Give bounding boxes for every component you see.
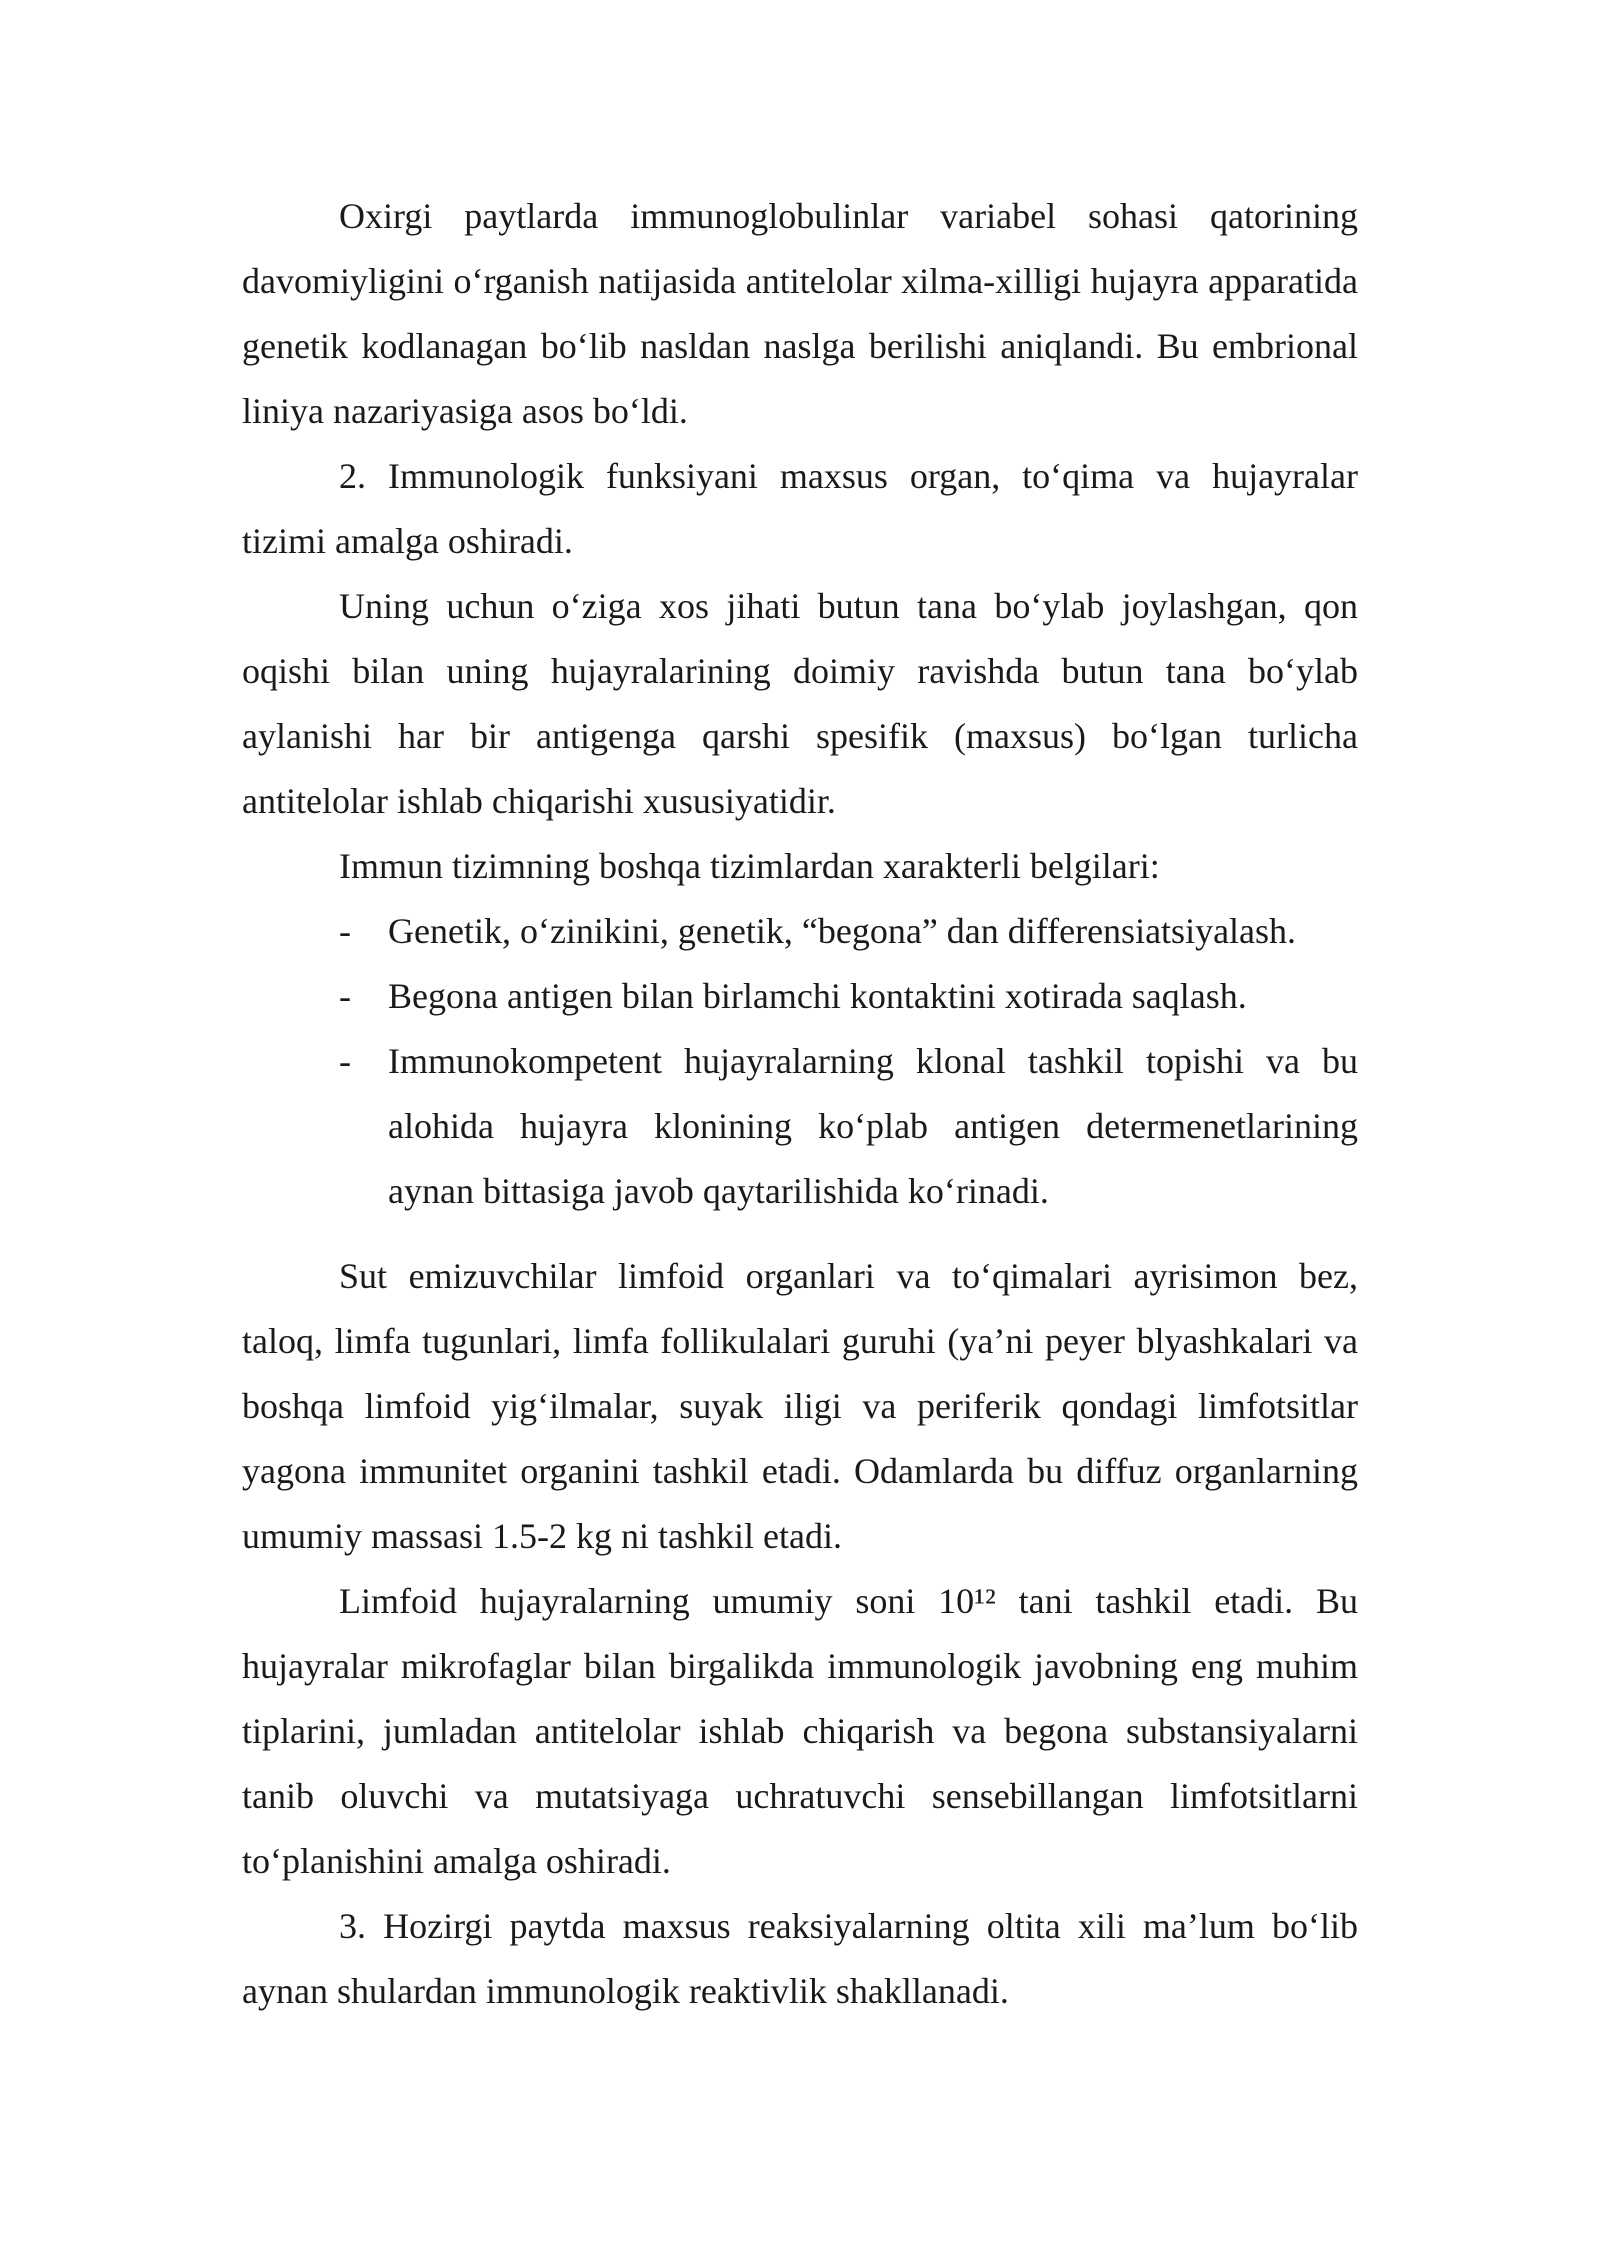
list-item xyxy=(242,899,1358,964)
paragraph-1: Oxirgi paytlarda immunoglobulinlar variabel sohasi qatorining davomiyligini o‘rganish natijasida antitelolar xilma-xilligi hujayra apparatida genetik kodlanagan bo‘lib nasldan naslga berilishi aniqlandi. Bu embrional liniya nazariyasiga asos bo‘ldi. xyxy=(242,196,1358,431)
bullet-dash: - xyxy=(339,976,351,1016)
bullet-dash: - xyxy=(339,911,351,951)
spacer xyxy=(242,1224,1358,1244)
document-body xyxy=(242,184,1358,2024)
paragraph-2: 2. Immunologik funksiyani maxsus organ, to‘qima va hujayralar tizimi amalga oshiradi. xyxy=(242,456,1358,561)
list-item xyxy=(242,964,1358,1029)
list-item-text: Immunokompetent hujayralarning klonal tashkil topishi va bu alohida hujayra klonining ko‘plab antigen determenetlarining aynan bittasiga javob qaytarilishida ko‘rinadi. xyxy=(388,1041,1358,1211)
paragraph-7: 3. Hozirgi paytda maxsus reaksiyalarning oltita xili ma’lum bo‘lib aynan shulardan immunologik reaktivlik shakllanadi. xyxy=(242,1906,1358,2011)
features-list xyxy=(242,899,1358,1224)
list-item-text: Begona antigen bilan birlamchi kontaktini xotirada saqlash. xyxy=(388,976,1247,1016)
paragraph-3: Uning uchun o‘ziga xos jihati butun tana bo‘ylab joylashgan, qon oqishi bilan uning hujayralarining doimiy ravishda butun tana bo‘ylab aylanishi har bir antigenga qarshi spesifik (maxsus) bo‘lgan turlicha antitelolar ishlab chiqarishi xususiyatidir. xyxy=(242,586,1358,821)
paragraph-5: Sut emizuvchilar limfoid organlari va to‘qimalari ayrisimon bez, taloq, limfa tugunlari, limfa follikulalari guruhi (ya’ni peyer blyashkalari va boshqa limfoid yig‘ilmalar, suyak iligi va periferik qondagi limfotsitlar yagona immunitet organini tashkil etadi. Odamlarda bu diffuz organlarning umumiy massasi 1.5-2 kg ni tashkil etadi. xyxy=(242,1256,1358,1556)
list-item xyxy=(242,1029,1358,1224)
paragraph-6: Limfoid hujayralarning umumiy soni 10¹² tani tashkil etadi. Bu hujayralar mikrofaglar bilan birgalikda immunologik javobning eng muhim tiplarini, jumladan antitelolar ishlab chiqarish va begona substansiyalarni tanib oluvchi va mutatsiyaga uchratuvchi sensebillangan limfotsitlarni to‘planishini amalga oshiradi. xyxy=(242,1581,1358,1881)
list-item-text: Genetik, o‘zinikini, genetik, “begona” dan differensiatsiyalash. xyxy=(388,911,1297,951)
bullet-dash: - xyxy=(339,1041,351,1081)
paragraph-4: Immun tizimning boshqa tizimlardan xarakterli belgilari: xyxy=(339,846,1160,886)
